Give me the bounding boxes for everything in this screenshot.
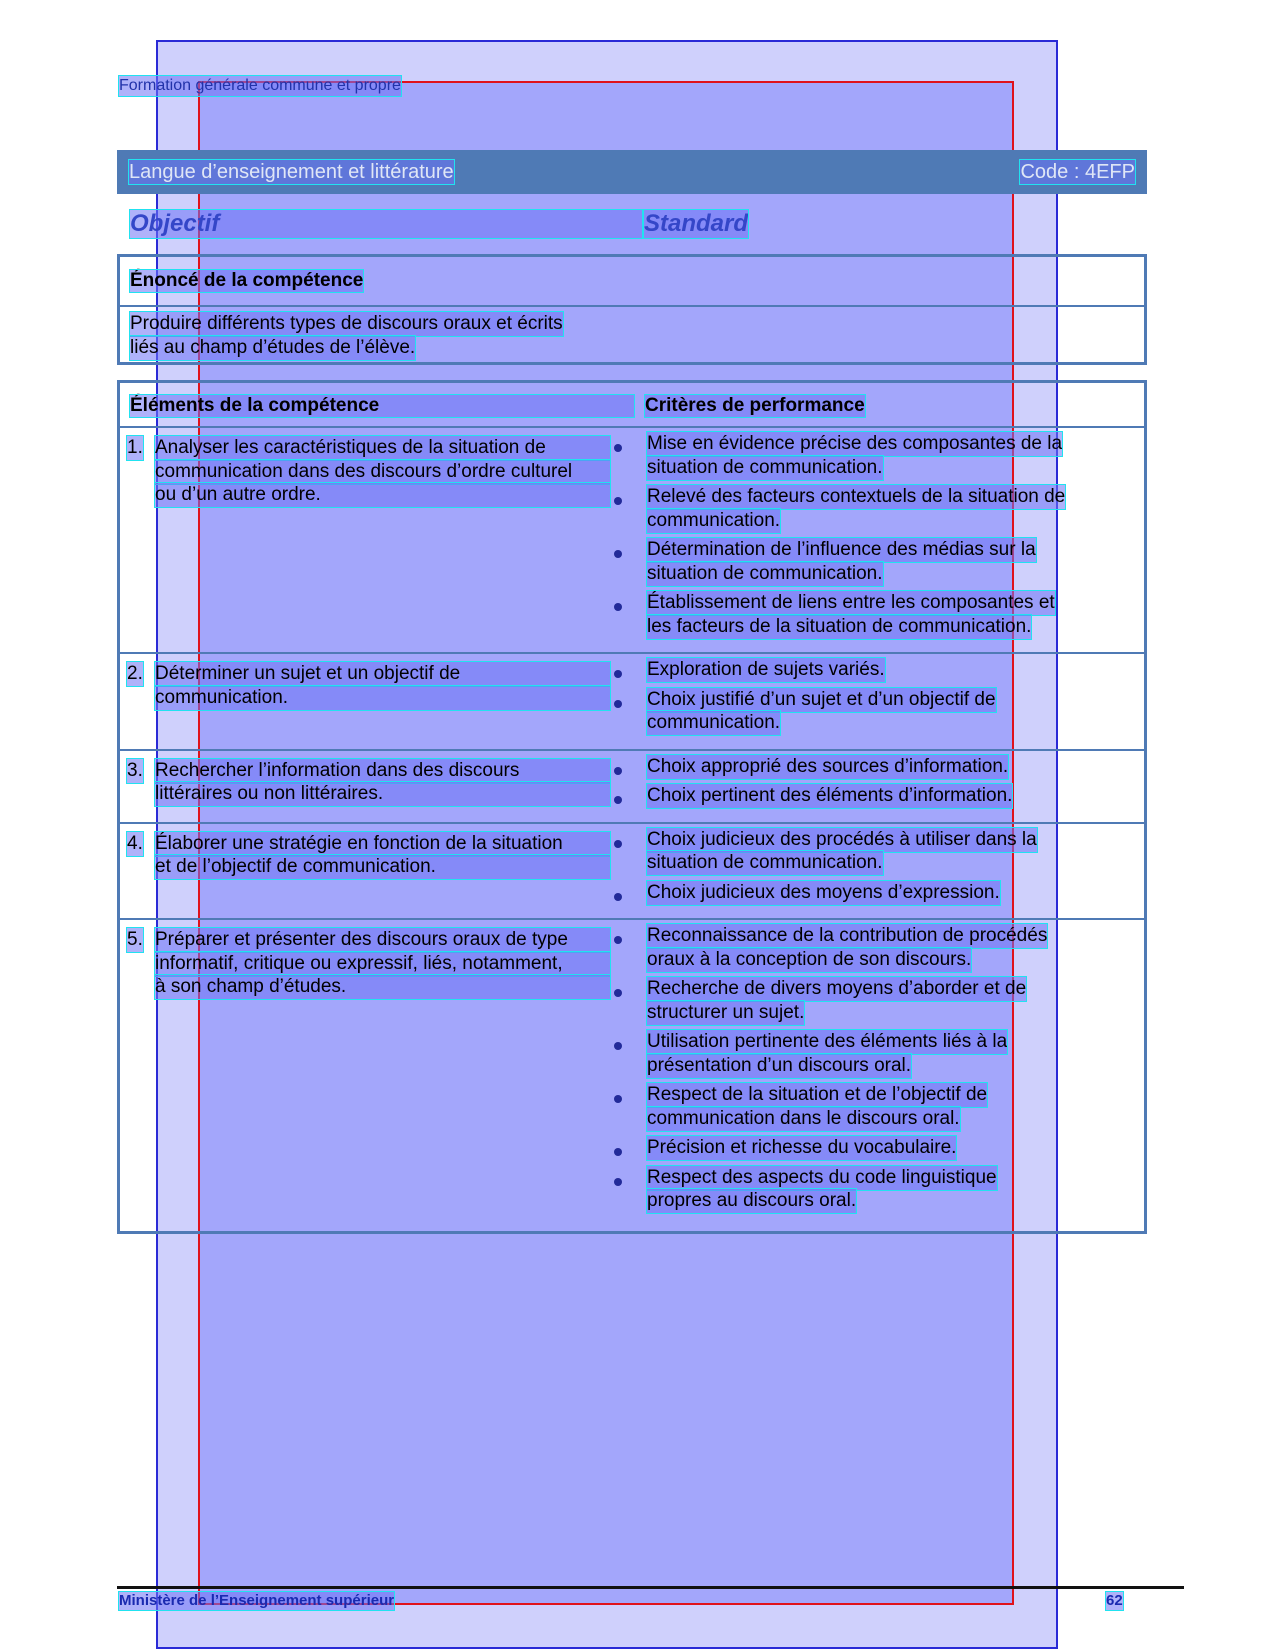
criterion-text: Utilisation pertinente des éléments liés à la bbox=[647, 1031, 1008, 1052]
criterion-text: propres au discours oral. bbox=[647, 1190, 857, 1211]
header-note: Formation générale commune et propre bbox=[119, 77, 401, 94]
criterion-text: Respect des aspects du code linguistique bbox=[647, 1166, 997, 1188]
element-text: Préparer et présenter des discours oraux de type bbox=[155, 928, 610, 952]
criterion-text: Exploration de sujets variés. bbox=[647, 659, 885, 680]
bullet-icon bbox=[614, 497, 622, 505]
footer-ministry: Ministère de l’Enseignement supérieur bbox=[119, 1592, 395, 1609]
criterion-text: communication. bbox=[647, 712, 781, 733]
element-number: 1. bbox=[127, 437, 143, 458]
criterion-text: Reconnaissance de la contribution de procédés bbox=[647, 925, 1048, 946]
element-number: 4. bbox=[127, 832, 143, 854]
element-text: ou d’un autre ordre. bbox=[155, 483, 610, 507]
bullet-icon bbox=[614, 1178, 622, 1186]
competence-table bbox=[117, 380, 1147, 1234]
column-header-elements: Éléments de la compétence bbox=[130, 395, 634, 417]
criterion-text: Précision et richesse du vocabulaire. bbox=[647, 1137, 957, 1158]
row-divider bbox=[120, 749, 1144, 751]
criterion-text: Mise en évidence précise des composantes de la bbox=[647, 433, 1063, 454]
statement-box bbox=[117, 254, 1147, 365]
element-text: littéraires ou non littéraires. bbox=[155, 782, 610, 806]
element-text: Rechercher l’information dans des discours bbox=[155, 759, 610, 783]
bullet-icon bbox=[614, 936, 622, 944]
criterion-text: oraux à la conception de son discours. bbox=[647, 948, 972, 970]
element-text: à son champ d’études. bbox=[155, 975, 610, 999]
bullet-icon bbox=[614, 989, 622, 997]
bullet-icon bbox=[614, 603, 622, 611]
element-number: 2. bbox=[127, 663, 143, 684]
course-code: Code : 4EFP bbox=[1020, 161, 1135, 183]
criterion-text: Respect de la situation et de l’objectif de bbox=[647, 1084, 988, 1105]
criterion-text: Relevé des facteurs contextuels de la situation de bbox=[647, 486, 1066, 507]
criterion-text: situation de communication. bbox=[647, 456, 883, 478]
criterion-text: communication. bbox=[647, 509, 781, 531]
element-text: et de l’objectif de communication. bbox=[155, 855, 610, 879]
row-divider bbox=[120, 426, 1144, 428]
page-number: 62 bbox=[1106, 1592, 1123, 1609]
course-title: Langue d’enseignement et littérature bbox=[129, 161, 454, 183]
bullet-icon bbox=[614, 700, 622, 708]
element-text: communication. bbox=[155, 686, 610, 710]
bullet-icon bbox=[614, 840, 622, 848]
criterion-text: les facteurs de la situation de communication. bbox=[647, 615, 1032, 637]
bullet-icon bbox=[614, 444, 622, 452]
criterion-text: structurer un sujet. bbox=[647, 1001, 805, 1023]
criterion-text: Choix judicieux des procédés à utiliser dans la bbox=[647, 828, 1037, 850]
column-header-criteria: Critères de performance bbox=[645, 395, 865, 416]
title-bar bbox=[117, 150, 1147, 194]
bullet-icon bbox=[614, 1148, 622, 1156]
element-text: communication dans des discours d’ordre culturel bbox=[155, 460, 610, 484]
element-text: Déterminer un sujet et un objectif de bbox=[155, 662, 610, 686]
criterion-text: Détermination de l’influence des médias sur la bbox=[647, 539, 1036, 560]
bullet-icon bbox=[614, 796, 622, 804]
criterion-text: Recherche de divers moyens d’aborder et de bbox=[647, 978, 1027, 999]
criterion-text: Choix approprié des sources d’information. bbox=[647, 755, 1009, 777]
row-divider bbox=[120, 652, 1144, 654]
footer-rule bbox=[117, 1586, 1184, 1589]
criterion-text: Choix pertinent des éléments d’information. bbox=[647, 785, 1013, 806]
statement-label: Énoncé de la compétence bbox=[130, 270, 364, 291]
statement-header-row bbox=[120, 257, 1144, 307]
objective-heading: Objectif bbox=[130, 210, 642, 238]
criterion-text: Établissement de liens entre les composantes et bbox=[647, 592, 1055, 613]
statement-text-line2: liés au champ d’études de l’élève. bbox=[130, 337, 416, 358]
bullet-icon bbox=[614, 550, 622, 558]
bullet-icon bbox=[614, 767, 622, 775]
row-divider bbox=[120, 918, 1144, 920]
criterion-text: Choix judicieux des moyens d’expression. bbox=[647, 881, 1000, 903]
element-text: Élaborer une stratégie en fonction de la situation bbox=[155, 832, 610, 856]
bullet-icon bbox=[614, 670, 622, 678]
criterion-text: présentation d’un discours oral. bbox=[647, 1054, 912, 1076]
bullet-icon bbox=[614, 893, 622, 901]
statement-text-line1: Produire différents types de discours oraux et écrits bbox=[130, 313, 563, 334]
criterion-text: Choix justifié d’un sujet et d’un objectif de bbox=[647, 688, 996, 710]
criterion-text: situation de communication. bbox=[647, 852, 883, 873]
element-text: informatif, critique ou expressif, liés, notamment, bbox=[155, 952, 610, 976]
element-number: 3. bbox=[127, 759, 143, 781]
element-number: 5. bbox=[127, 929, 143, 950]
criterion-text: communication dans le discours oral. bbox=[647, 1107, 960, 1129]
criterion-text: situation de communication. bbox=[647, 562, 883, 584]
bullet-icon bbox=[614, 1095, 622, 1103]
bullet-icon bbox=[614, 1042, 622, 1050]
row-divider bbox=[120, 822, 1144, 824]
standard-heading: Standard bbox=[644, 210, 749, 237]
element-text: Analyser les caractéristiques de la situation de bbox=[155, 436, 610, 460]
